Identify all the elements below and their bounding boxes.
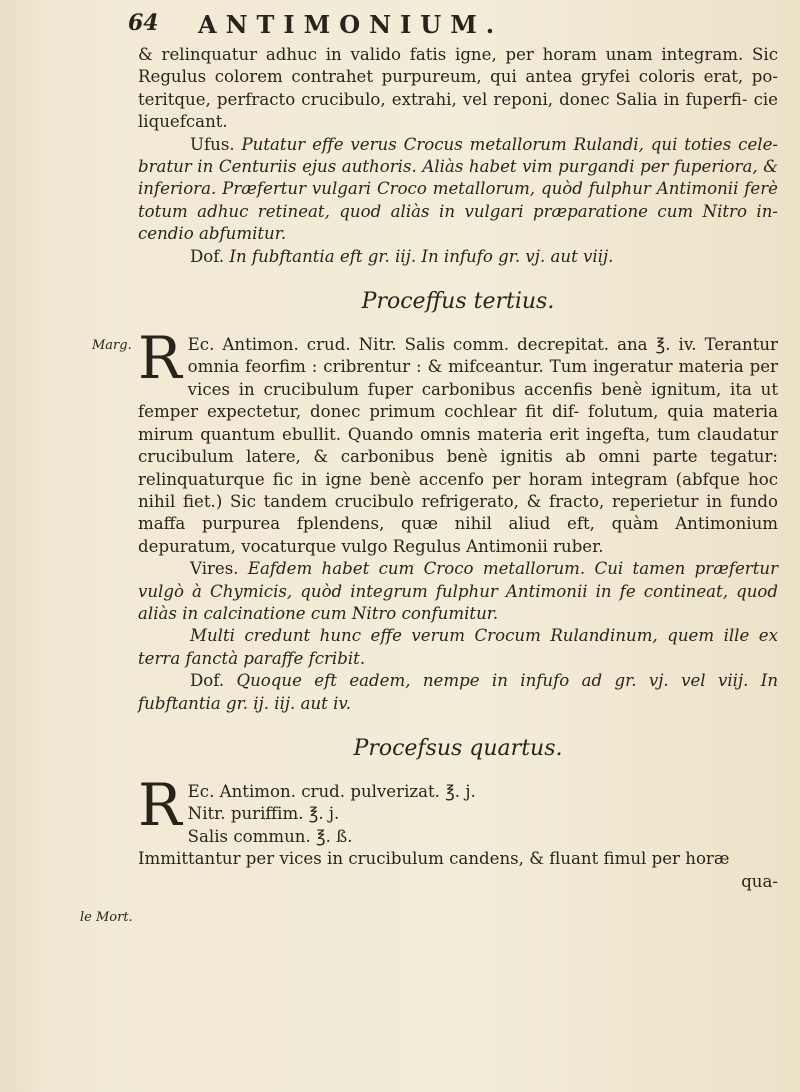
page-header — [128, 10, 760, 39]
section3-recipe-text: Ec. Antimon. crud. Nitr. Salis comm. decrepitat. ana ℥. iv. Terantur omnia feorfim : cribrentur : & mifceantur. Tum ingeratur materia per vices in crucibulum fuper carbonibus accenfis benè ignitum, ita ut femper expectetur, donec primum cochlear fit dif- folutum, quia materia mirum quantum ebullit. Quando omnis materia erit ingefta, tum claudatur crucibulum latere, & carbonibus benè ignitis ab omni parte tegatur: relinquaturque fic in igne benè accenfo per horam integram (abfque hoc nihil fiet.) Sic tandem crucibulo refrigerato, & fracto, reperietur in fundo maffa purpurea fplendens, quæ nihil aliud eft, quàm Antimonium depuratum, vocaturque vulgo Regulus Antimonii ruber. — [138, 335, 778, 556]
catchword: qua- — [741, 871, 778, 891]
section4-recipe-line-2: Nitr. puriffim. ℥. j. — [187, 804, 340, 824]
body-text — [138, 44, 778, 893]
dose-text: In fubftantia eft gr. iij. In infufo gr. vj. aut viij. — [229, 246, 614, 266]
dose-label: Dof. — [190, 246, 225, 266]
section3-dose-paragraph — [138, 670, 778, 715]
page-number: 64 — [128, 10, 159, 36]
section3-dose-text: Quoque eft eadem, nempe in infufo ad gr. vj. vel viij. In fubftantia gr. ij. iij. aut iv. — [138, 671, 779, 713]
usus-text: Putatur effe verus Crocus metallorum Rulandi, qui toties cele- bratur in Centuriis ejus authoris. Aliàs habet vim purgandi per fuperiora, & inferiora. Præfertur vulgari Croco metallorum, quòd fulphur Antimonii ferè totum adhuc retineat, quod aliàs in vulgari præparatione cum Nitro in- cendio abfumitur. — [138, 134, 778, 244]
drop-cap: R — [138, 770, 182, 839]
intro-paragraph: & relinquatur adhuc in valido fatis igne, per horam unam integram. Sic Regulus colorem contrahet purpureum, qui antea gryfei coloris erat, po- teritque, perfracto crucibulo, extrahi, vel reponi, donec Salia in fuperfi- cie liquefcant. — [138, 45, 778, 132]
usus-paragraph — [138, 134, 778, 246]
section-title-tertius: Proceffus tertius. — [361, 289, 555, 315]
section3-dose-label: Dof. — [190, 671, 225, 691]
running-title: ANTIMONIUM. — [198, 10, 504, 39]
section4-line-1-text: Ec. Antimon. crud. pulverizat. ℥. j. — [187, 781, 476, 801]
vires-text: Eafdem habet cum Croco metallorum. Cui tamen præfertur vulgò à Chymicis, quòd integrum fulphur Antimonii in fe contineat, quod aliàs in calcinatione cum Nitro confumitur. — [138, 559, 779, 623]
section3-recipe-paragraph — [138, 324, 778, 558]
section4-final-paragraph: Immittantur per vices in crucibulum candens, & fluant fimul per horæ — [138, 849, 730, 869]
section-title-quartus: Procefsus quartus. — [353, 735, 563, 761]
margin-note-marg: Marg. — [92, 338, 132, 353]
drop-cap: R — [138, 324, 182, 393]
usus-label: Ufus. — [190, 134, 235, 154]
section4-recipe-line-3: Salis commun. ℥. ß. — [187, 826, 353, 846]
vires-label: Vires. — [190, 559, 239, 579]
margin-note-le-mort: le Mort. — [80, 910, 133, 925]
vires-paragraph — [138, 558, 778, 625]
dose-paragraph — [138, 246, 778, 268]
multi-paragraph: Multi credunt hunc effe verum Crocum Rulandinum, quem ille ex terra fanctà paraffe fcribit. — [138, 626, 778, 668]
